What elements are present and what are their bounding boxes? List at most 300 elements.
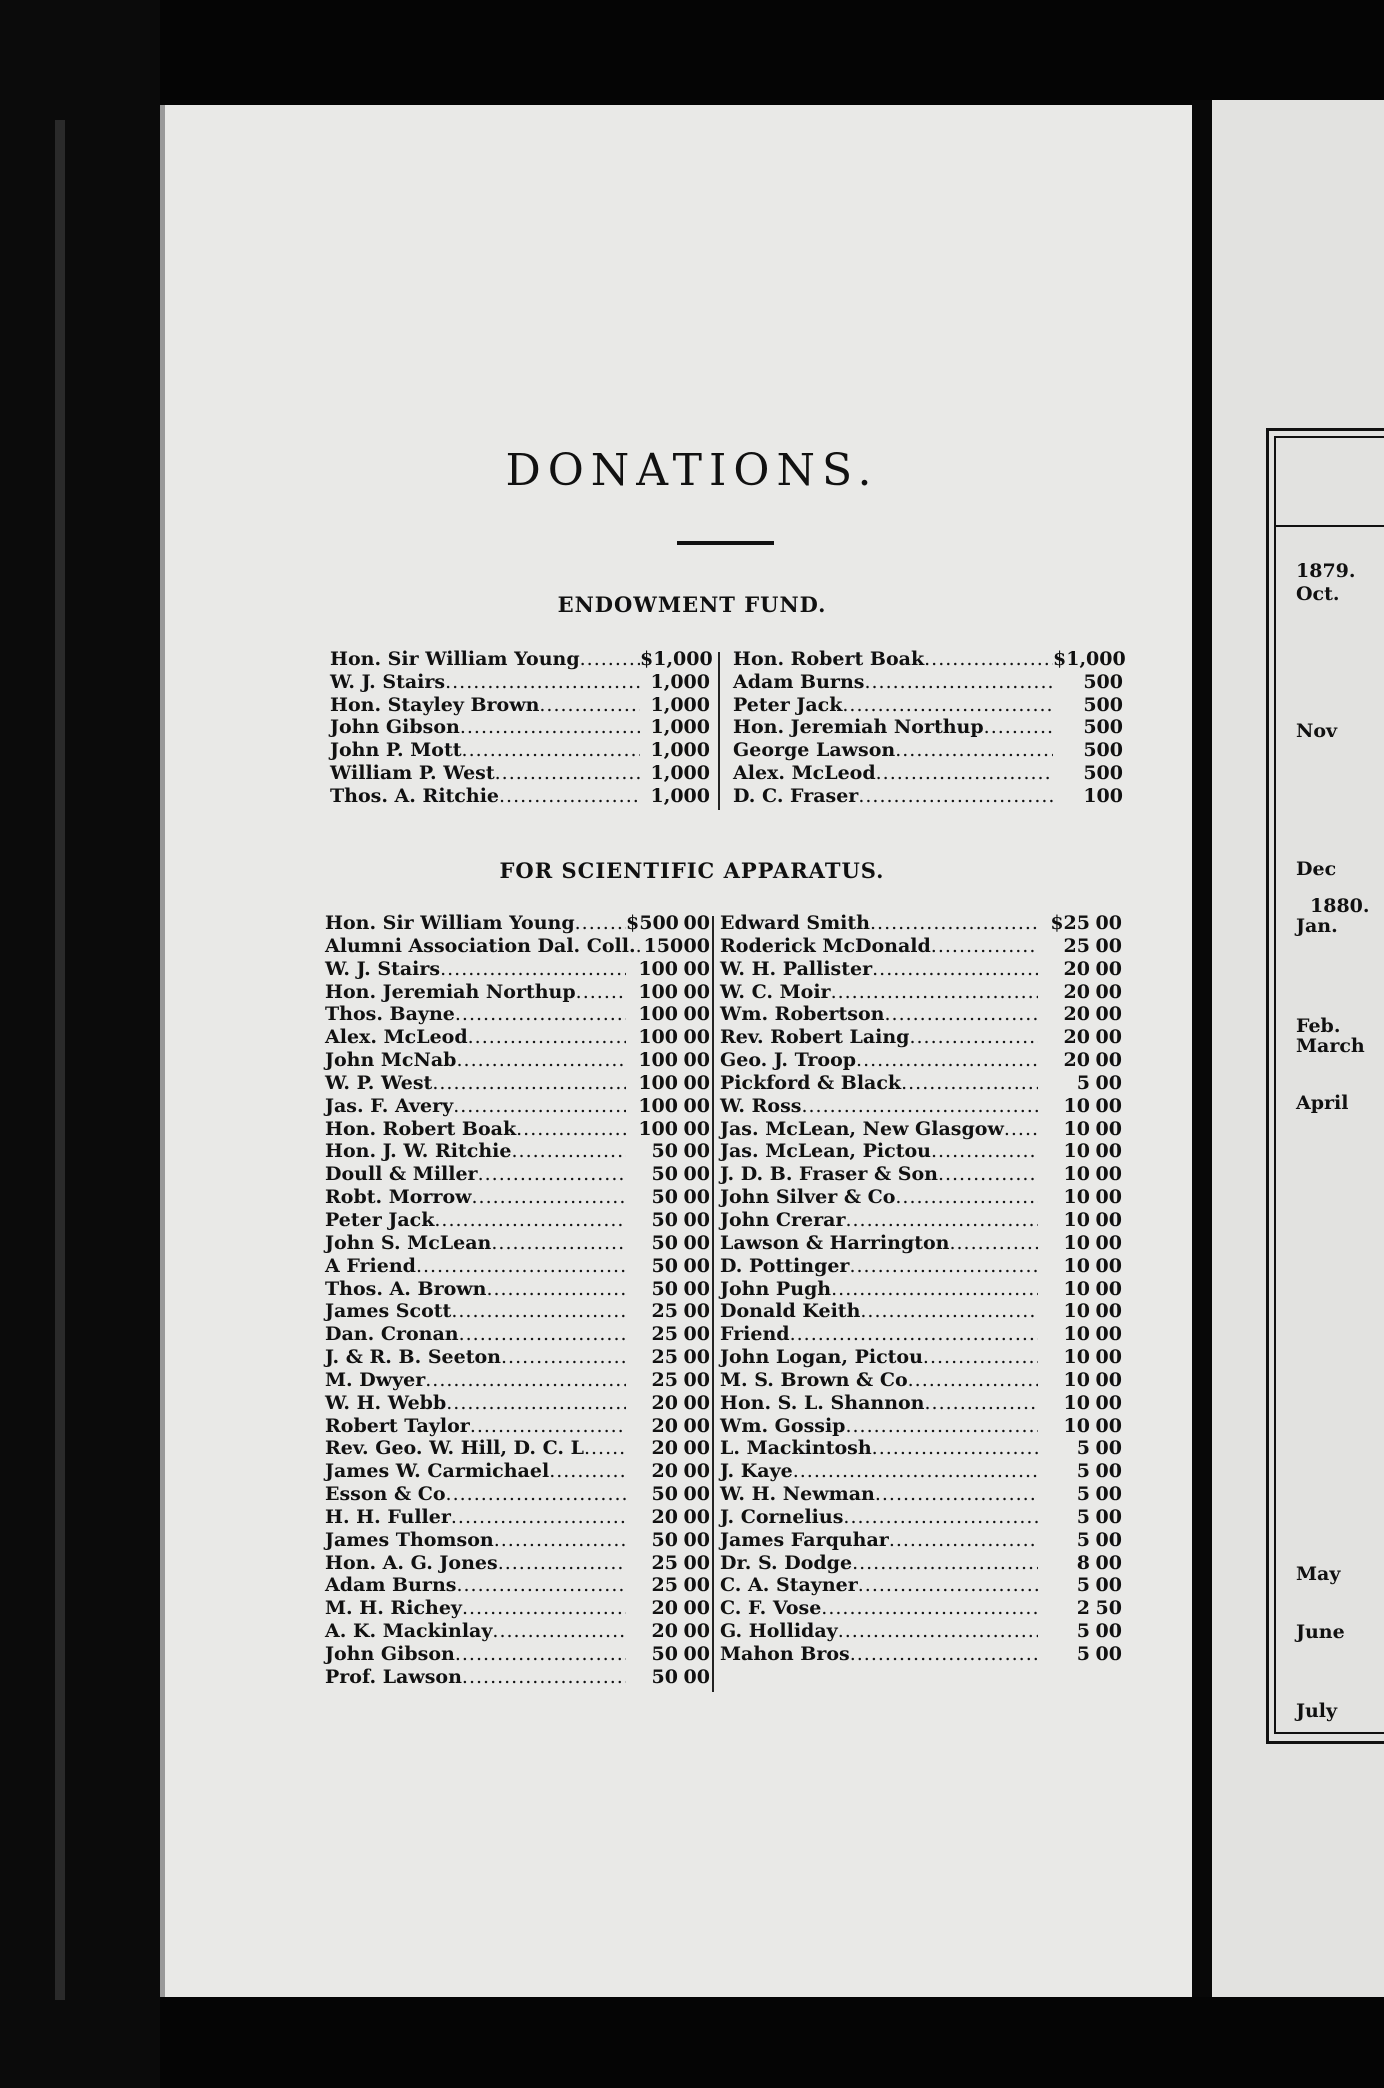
leader-dots (838, 1620, 1038, 1643)
donation-cents: 00 (1095, 1483, 1122, 1506)
facing-date-label: Jan. (1296, 915, 1338, 937)
donor-name: Wm. Gossip (720, 1414, 846, 1437)
leader-dots (462, 1597, 626, 1620)
donation-amount: 1,000 (650, 716, 710, 739)
donor-name: John Silver & Co (720, 1186, 896, 1209)
donation-cents: 00 (683, 1414, 710, 1437)
list-item (720, 1300, 1122, 1323)
donor-name: Thos. Bayne (325, 1003, 455, 1026)
donation-dollars: 50 (651, 1231, 678, 1254)
list-item (720, 1095, 1122, 1118)
donation-dollars: 10 (1063, 1231, 1090, 1254)
list-item (325, 1666, 710, 1689)
donation-cents: 00 (683, 1208, 710, 1231)
donation-amount: 500 (1083, 761, 1123, 784)
leader-dots (852, 1552, 1038, 1575)
list-item (325, 1529, 710, 1552)
donation-dollars: 100 (638, 1026, 678, 1049)
list-item (325, 1186, 710, 1209)
leader-dots (984, 716, 1053, 739)
list-item (325, 1095, 710, 1118)
donation-amount: 1,000 (650, 784, 710, 807)
leader-dots (459, 1323, 626, 1346)
donor-name: W. Ross (720, 1094, 802, 1117)
donation-cents: 00 (1095, 1277, 1122, 1300)
donor-name: Hon. Robert Boak (733, 648, 925, 670)
leader-dots (498, 1552, 626, 1575)
donor-name: H. H. Fuller (325, 1505, 451, 1528)
leader-dots (472, 1186, 626, 1209)
list-item (325, 1574, 710, 1597)
donation-dollars: 10 (1063, 1094, 1090, 1117)
donor-name: Hon. J. W. Ritchie (325, 1140, 512, 1163)
donor-name: A Friend (325, 1254, 416, 1277)
list-item (733, 762, 1123, 785)
donor-name: Hon. Sir William Young (325, 912, 575, 934)
donation-dollars: 50 (651, 1186, 678, 1209)
list-item (720, 1346, 1122, 1369)
donation-dollars: 50 (651, 1140, 678, 1163)
donation-dollars: 10 (1063, 1117, 1090, 1140)
list-item (325, 1392, 710, 1415)
donation-dollars: 5 (1076, 1460, 1090, 1483)
list-item (733, 785, 1123, 808)
leader-dots (790, 1323, 1038, 1346)
leader-dots (831, 981, 1038, 1004)
leader-dots (456, 1574, 626, 1597)
donation-cents: 00 (1095, 1505, 1122, 1528)
donation-cents: 00 (683, 934, 710, 957)
donor-name: G. Holliday (720, 1620, 838, 1643)
donation-cents: 00 (1095, 1186, 1122, 1209)
list-item (325, 1346, 710, 1369)
list-item (720, 1049, 1122, 1072)
donation-dollars: 5 (1076, 1620, 1090, 1643)
donor-name: John Logan, Pictou (720, 1346, 923, 1369)
donation-dollars: 5 (1076, 1528, 1090, 1551)
donor-name: M. H. Richey (325, 1597, 462, 1620)
list-item (325, 1323, 710, 1346)
donor-name: D. Pottinger (720, 1254, 850, 1277)
list-item (720, 1163, 1122, 1186)
donation-cents: 00 (1095, 1049, 1122, 1072)
list-item (720, 1026, 1122, 1049)
list-item (325, 1300, 710, 1323)
apparatus-heading: FOR SCIENTIFIC APPARATUS. (499, 858, 885, 883)
donation-dollars: 20 (1063, 1049, 1090, 1072)
leader-dots (495, 762, 640, 785)
leader-dots (909, 1026, 1038, 1049)
donation-cents: 00 (683, 1231, 710, 1254)
donor-name: John Crerar (720, 1208, 846, 1231)
donation-cents: 00 (1095, 1528, 1122, 1551)
donation-dollars: 20 (651, 1620, 678, 1643)
page-edge (160, 105, 165, 1997)
donation-dollars: 50 (651, 1163, 678, 1186)
leader-dots (860, 1300, 1038, 1323)
leader-dots (456, 1049, 626, 1072)
leader-dots (455, 1003, 626, 1026)
donation-dollars: 50 (651, 1208, 678, 1231)
donation-dollars: 100 (638, 1117, 678, 1140)
leader-dots (539, 694, 640, 717)
list-item (325, 1003, 710, 1026)
list-item (325, 912, 710, 935)
donation-dollars: 20 (651, 1597, 678, 1620)
list-item (720, 1369, 1122, 1392)
donation-dollars: 100 (638, 980, 678, 1003)
donation-dollars: 10 (1063, 1414, 1090, 1437)
leader-dots (462, 739, 640, 762)
leader-dots (884, 1003, 1038, 1026)
donor-name: Rev. Geo. W. Hill, D. C. L (325, 1437, 584, 1460)
donation-cents: 00 (1095, 957, 1122, 980)
donor-name: L. Mackintosh (720, 1437, 872, 1460)
donation-dollars: $500 (626, 912, 679, 934)
list-item (325, 958, 710, 981)
donation-cents: 00 (1095, 1254, 1122, 1277)
leader-dots (821, 1597, 1038, 1620)
donation-amount: 500 (1083, 693, 1123, 716)
donor-name: Dan. Cronan (325, 1323, 459, 1346)
list-item (720, 912, 1122, 935)
donation-amount: $1,000 (1053, 648, 1126, 670)
list-item (720, 1574, 1122, 1597)
donor-name: Alex. McLeod (733, 761, 876, 784)
donor-name: W. J. Stairs (325, 957, 441, 980)
donation-cents: 00 (683, 1254, 710, 1277)
facing-date-label: May (1296, 1563, 1341, 1585)
donation-cents: 00 (1095, 1368, 1122, 1391)
donation-dollars: 50 (651, 1643, 678, 1665)
leader-dots (843, 1506, 1038, 1529)
donor-name: Geo. J. Troop (720, 1049, 857, 1072)
donation-dollars: 10 (1063, 1163, 1090, 1186)
list-item (325, 1049, 710, 1072)
donation-dollars: 5 (1076, 1071, 1090, 1094)
leader-dots (516, 1118, 626, 1141)
donation-cents: 00 (683, 957, 710, 980)
donation-dollars: 5 (1076, 1483, 1090, 1506)
list-item (720, 1118, 1122, 1141)
leader-dots (434, 1209, 626, 1232)
donor-name: Robert Taylor (325, 1414, 470, 1437)
donation-dollars: 10 (1063, 1368, 1090, 1391)
page-title: DONATIONS. (505, 445, 879, 496)
list-item (325, 1597, 710, 1620)
leader-dots (446, 1392, 626, 1415)
donation-cents: 00 (683, 980, 710, 1003)
list-item (720, 981, 1122, 1004)
donation-cents: 00 (1095, 1551, 1122, 1574)
donation-dollars: 25 (651, 1368, 678, 1391)
donor-name: Jas. F. Avery (325, 1094, 454, 1117)
donor-name: Friend (720, 1323, 790, 1346)
endowment-right-column (733, 648, 1126, 808)
donation-dollars: 10 (1063, 1300, 1090, 1323)
donation-amount: 1,000 (650, 693, 710, 716)
donor-name: Hon. Jeremiah Northup (733, 716, 984, 739)
donation-dollars: 20 (651, 1505, 678, 1528)
donor-name: J. & R. B. Seeton (325, 1346, 501, 1369)
list-item (720, 1437, 1122, 1460)
leader-dots (895, 739, 1053, 762)
leader-dots (416, 1255, 626, 1278)
donation-cents: 00 (1095, 1026, 1122, 1049)
donation-dollars: 8 (1076, 1551, 1090, 1574)
donation-cents: 00 (1095, 1071, 1122, 1094)
donation-cents: 00 (683, 1437, 710, 1460)
leader-dots (425, 1369, 626, 1392)
donor-name: John Pugh (720, 1277, 832, 1300)
donation-cents: 00 (683, 1277, 710, 1300)
list-item (733, 648, 1126, 671)
donor-name: John P. Mott (330, 739, 462, 762)
list-item (325, 1278, 710, 1301)
donor-name: John S. McLean (325, 1231, 492, 1254)
donation-amount: 1,000 (650, 761, 710, 784)
donation-dollars: 50 (651, 1254, 678, 1277)
donation-cents: 00 (1095, 1391, 1122, 1414)
donor-name: William P. West (330, 761, 495, 784)
donation-cents: 00 (683, 1460, 710, 1483)
leader-dots (923, 1346, 1038, 1369)
donor-name: Peter Jack (325, 1208, 435, 1231)
donation-dollars: 20 (651, 1414, 678, 1437)
donation-cents: 00 (683, 1505, 710, 1528)
donor-name: Jas. McLean, Pictou (720, 1140, 931, 1163)
donor-name: Edward Smith (720, 912, 870, 934)
donation-dollars: 10 (1063, 1140, 1090, 1163)
donation-dollars: 10 (1063, 1277, 1090, 1300)
donation-dollars: 100 (638, 1003, 678, 1026)
donation-cents: 00 (683, 1551, 710, 1574)
donor-name: James W. Carmichael (325, 1460, 550, 1483)
donation-dollars: 50 (651, 1665, 678, 1688)
leader-dots (858, 1574, 1038, 1597)
list-item (720, 1597, 1122, 1620)
list-item (325, 1118, 710, 1141)
list-item (733, 694, 1123, 717)
facing-date-label: July (1296, 1700, 1338, 1722)
donation-cents: 00 (1095, 1346, 1122, 1369)
facing-date-label: March (1296, 1035, 1365, 1057)
list-item (325, 1460, 710, 1483)
donation-cents: 00 (683, 1071, 710, 1094)
donor-name: Hon. Robert Boak (325, 1117, 517, 1140)
donation-dollars: 100 (638, 1049, 678, 1072)
donor-name: Pickford & Black (720, 1071, 902, 1094)
leader-dots (864, 671, 1053, 694)
donor-name: James Thomson (325, 1528, 494, 1551)
donation-dollars: 50 (651, 1277, 678, 1300)
donation-cents: 00 (1095, 1300, 1122, 1323)
facing-page-frame-inner (1274, 436, 1384, 1734)
donation-cents: 00 (683, 1323, 710, 1346)
list-item (325, 1437, 710, 1460)
facing-page-header-rule (1276, 525, 1384, 527)
donor-name: Alex. McLeod (325, 1026, 468, 1049)
list-item (325, 1643, 710, 1666)
leader-dots (845, 1415, 1038, 1438)
list-item (330, 671, 710, 694)
list-item (733, 671, 1123, 694)
donation-amount: 500 (1083, 739, 1123, 762)
list-item (325, 981, 710, 1004)
list-item (325, 1255, 710, 1278)
donor-name: W. C. Moir (720, 980, 831, 1003)
endowment-column-rule (718, 652, 720, 810)
donor-name: Lawson & Harrington (720, 1231, 950, 1254)
leader-dots (931, 1140, 1038, 1163)
donation-dollars: 50 (651, 1528, 678, 1551)
donor-name: M. S. Brown & Co (720, 1368, 908, 1391)
donor-name: Roderick McDonald (720, 934, 931, 957)
donation-cents: 00 (1095, 1140, 1122, 1163)
leader-dots (446, 1483, 626, 1506)
donation-cents: 00 (683, 1186, 710, 1209)
apparatus-column-rule (712, 916, 714, 1692)
list-item (325, 1483, 710, 1506)
donation-amount: 1,000 (650, 739, 710, 762)
list-item (720, 1255, 1122, 1278)
donation-cents: 00 (683, 1117, 710, 1140)
leader-dots (491, 1232, 626, 1255)
donor-name: Doull & Miller (325, 1163, 478, 1186)
donor-name: John Gibson (330, 716, 460, 739)
apparatus-left-column (325, 912, 710, 1689)
donation-cents: 00 (1095, 1163, 1122, 1186)
donation-cents: 00 (683, 1391, 710, 1414)
list-item (720, 1323, 1122, 1346)
leader-dots (842, 694, 1053, 717)
donation-cents: 00 (1095, 1208, 1122, 1231)
leader-dots (580, 648, 640, 671)
list-item (720, 1209, 1122, 1232)
donation-cents: 00 (683, 1003, 710, 1026)
list-item (325, 1620, 710, 1643)
donor-name: Mahon Bros (720, 1643, 850, 1665)
leader-dots (931, 935, 1038, 958)
leader-dots (455, 1643, 626, 1666)
donation-dollars: 20 (1063, 980, 1090, 1003)
left-spine (55, 120, 65, 2000)
leader-dots (451, 1506, 626, 1529)
donor-name: Thos. A. Brown (325, 1277, 487, 1300)
list-item (720, 1483, 1122, 1506)
donor-name: C. A. Stayner (720, 1574, 858, 1597)
list-item (325, 1163, 710, 1186)
donation-cents: 00 (683, 1368, 710, 1391)
donation-dollars: 10 (1063, 1208, 1090, 1231)
list-item (720, 935, 1122, 958)
list-item (720, 1392, 1122, 1415)
list-item (720, 1140, 1122, 1163)
donation-cents: 00 (683, 1665, 710, 1688)
title-rule (677, 541, 774, 545)
list-item (720, 1552, 1122, 1575)
donation-dollars: 10 (1063, 1391, 1090, 1414)
donor-name: J. Cornelius (720, 1505, 844, 1528)
facing-date-label: Oct. (1296, 583, 1340, 605)
donation-dollars: 5 (1076, 1643, 1090, 1665)
donor-name: Hon. A. G. Jones (325, 1551, 498, 1574)
donation-dollars: 10 (1063, 1346, 1090, 1369)
donation-dollars: 10 (1063, 1323, 1090, 1346)
donor-name: Jas. McLean, New Glasgow (720, 1117, 1004, 1140)
donation-cents: 00 (1095, 1460, 1122, 1483)
donation-dollars: 20 (651, 1391, 678, 1414)
donation-dollars: 25 (651, 1346, 678, 1369)
leader-dots (470, 1415, 626, 1438)
list-item (330, 739, 710, 762)
leader-dots (889, 1529, 1038, 1552)
donation-amount: 100 (1083, 784, 1123, 807)
facing-date-label: Nov (1296, 720, 1338, 742)
leader-dots (870, 912, 1038, 935)
list-item (720, 1186, 1122, 1209)
list-item (325, 935, 710, 958)
donation-amount: $1,000 (640, 648, 713, 670)
list-item (330, 648, 713, 671)
donation-dollars: 25 (651, 1551, 678, 1574)
list-item (325, 1072, 710, 1095)
donor-name: Hon. S. L. Shannon (720, 1391, 925, 1414)
donation-dollars: 2 (1076, 1597, 1090, 1620)
donation-dollars: 20 (1063, 1026, 1090, 1049)
leader-dots (901, 1072, 1038, 1095)
donor-name: C. F. Vose (720, 1597, 822, 1620)
donation-amount: 500 (1083, 670, 1123, 693)
donation-dollars: 20 (1063, 1003, 1090, 1026)
donor-name: W. H. Webb (325, 1391, 447, 1414)
donation-dollars: 20 (651, 1460, 678, 1483)
donation-cents: 00 (1095, 1437, 1122, 1460)
donor-name: J. Kaye (720, 1460, 793, 1483)
donation-dollars: 10 (1063, 1186, 1090, 1209)
donation-cents: 00 (683, 1026, 710, 1049)
donation-cents: 00 (683, 1163, 710, 1186)
donation-cents: 00 (1095, 1643, 1122, 1665)
leader-dots (876, 762, 1053, 785)
donor-name: A. K. Mackinlay (325, 1620, 493, 1643)
leader-dots (801, 1095, 1038, 1118)
leader-dots (872, 1437, 1038, 1460)
donor-name: James Farquhar (720, 1528, 889, 1551)
leader-dots (468, 1026, 626, 1049)
donation-dollars: 100 (638, 957, 678, 980)
leader-dots (895, 1186, 1038, 1209)
donation-amount: 1,000 (650, 670, 710, 693)
list-item (720, 1620, 1122, 1643)
leader-dots (492, 1620, 626, 1643)
donor-name: W. H. Newman (720, 1483, 875, 1506)
donor-name: W. J. Stairs (330, 670, 446, 693)
donation-dollars: 50 (651, 1483, 678, 1506)
facing-date-label: Dec (1296, 858, 1337, 880)
leader-dots (858, 785, 1053, 808)
donation-cents: 00 (683, 912, 710, 934)
donation-cents: 00 (683, 1620, 710, 1643)
leader-dots (440, 958, 626, 981)
donor-name: Adam Burns (325, 1574, 457, 1597)
donor-name: James Scott (325, 1300, 452, 1323)
donation-dollars: 25 (651, 1574, 678, 1597)
leader-dots (549, 1460, 626, 1483)
donor-name: Thos. A. Ritchie (330, 784, 499, 807)
leader-dots (938, 1163, 1038, 1186)
leader-dots (512, 1140, 627, 1163)
